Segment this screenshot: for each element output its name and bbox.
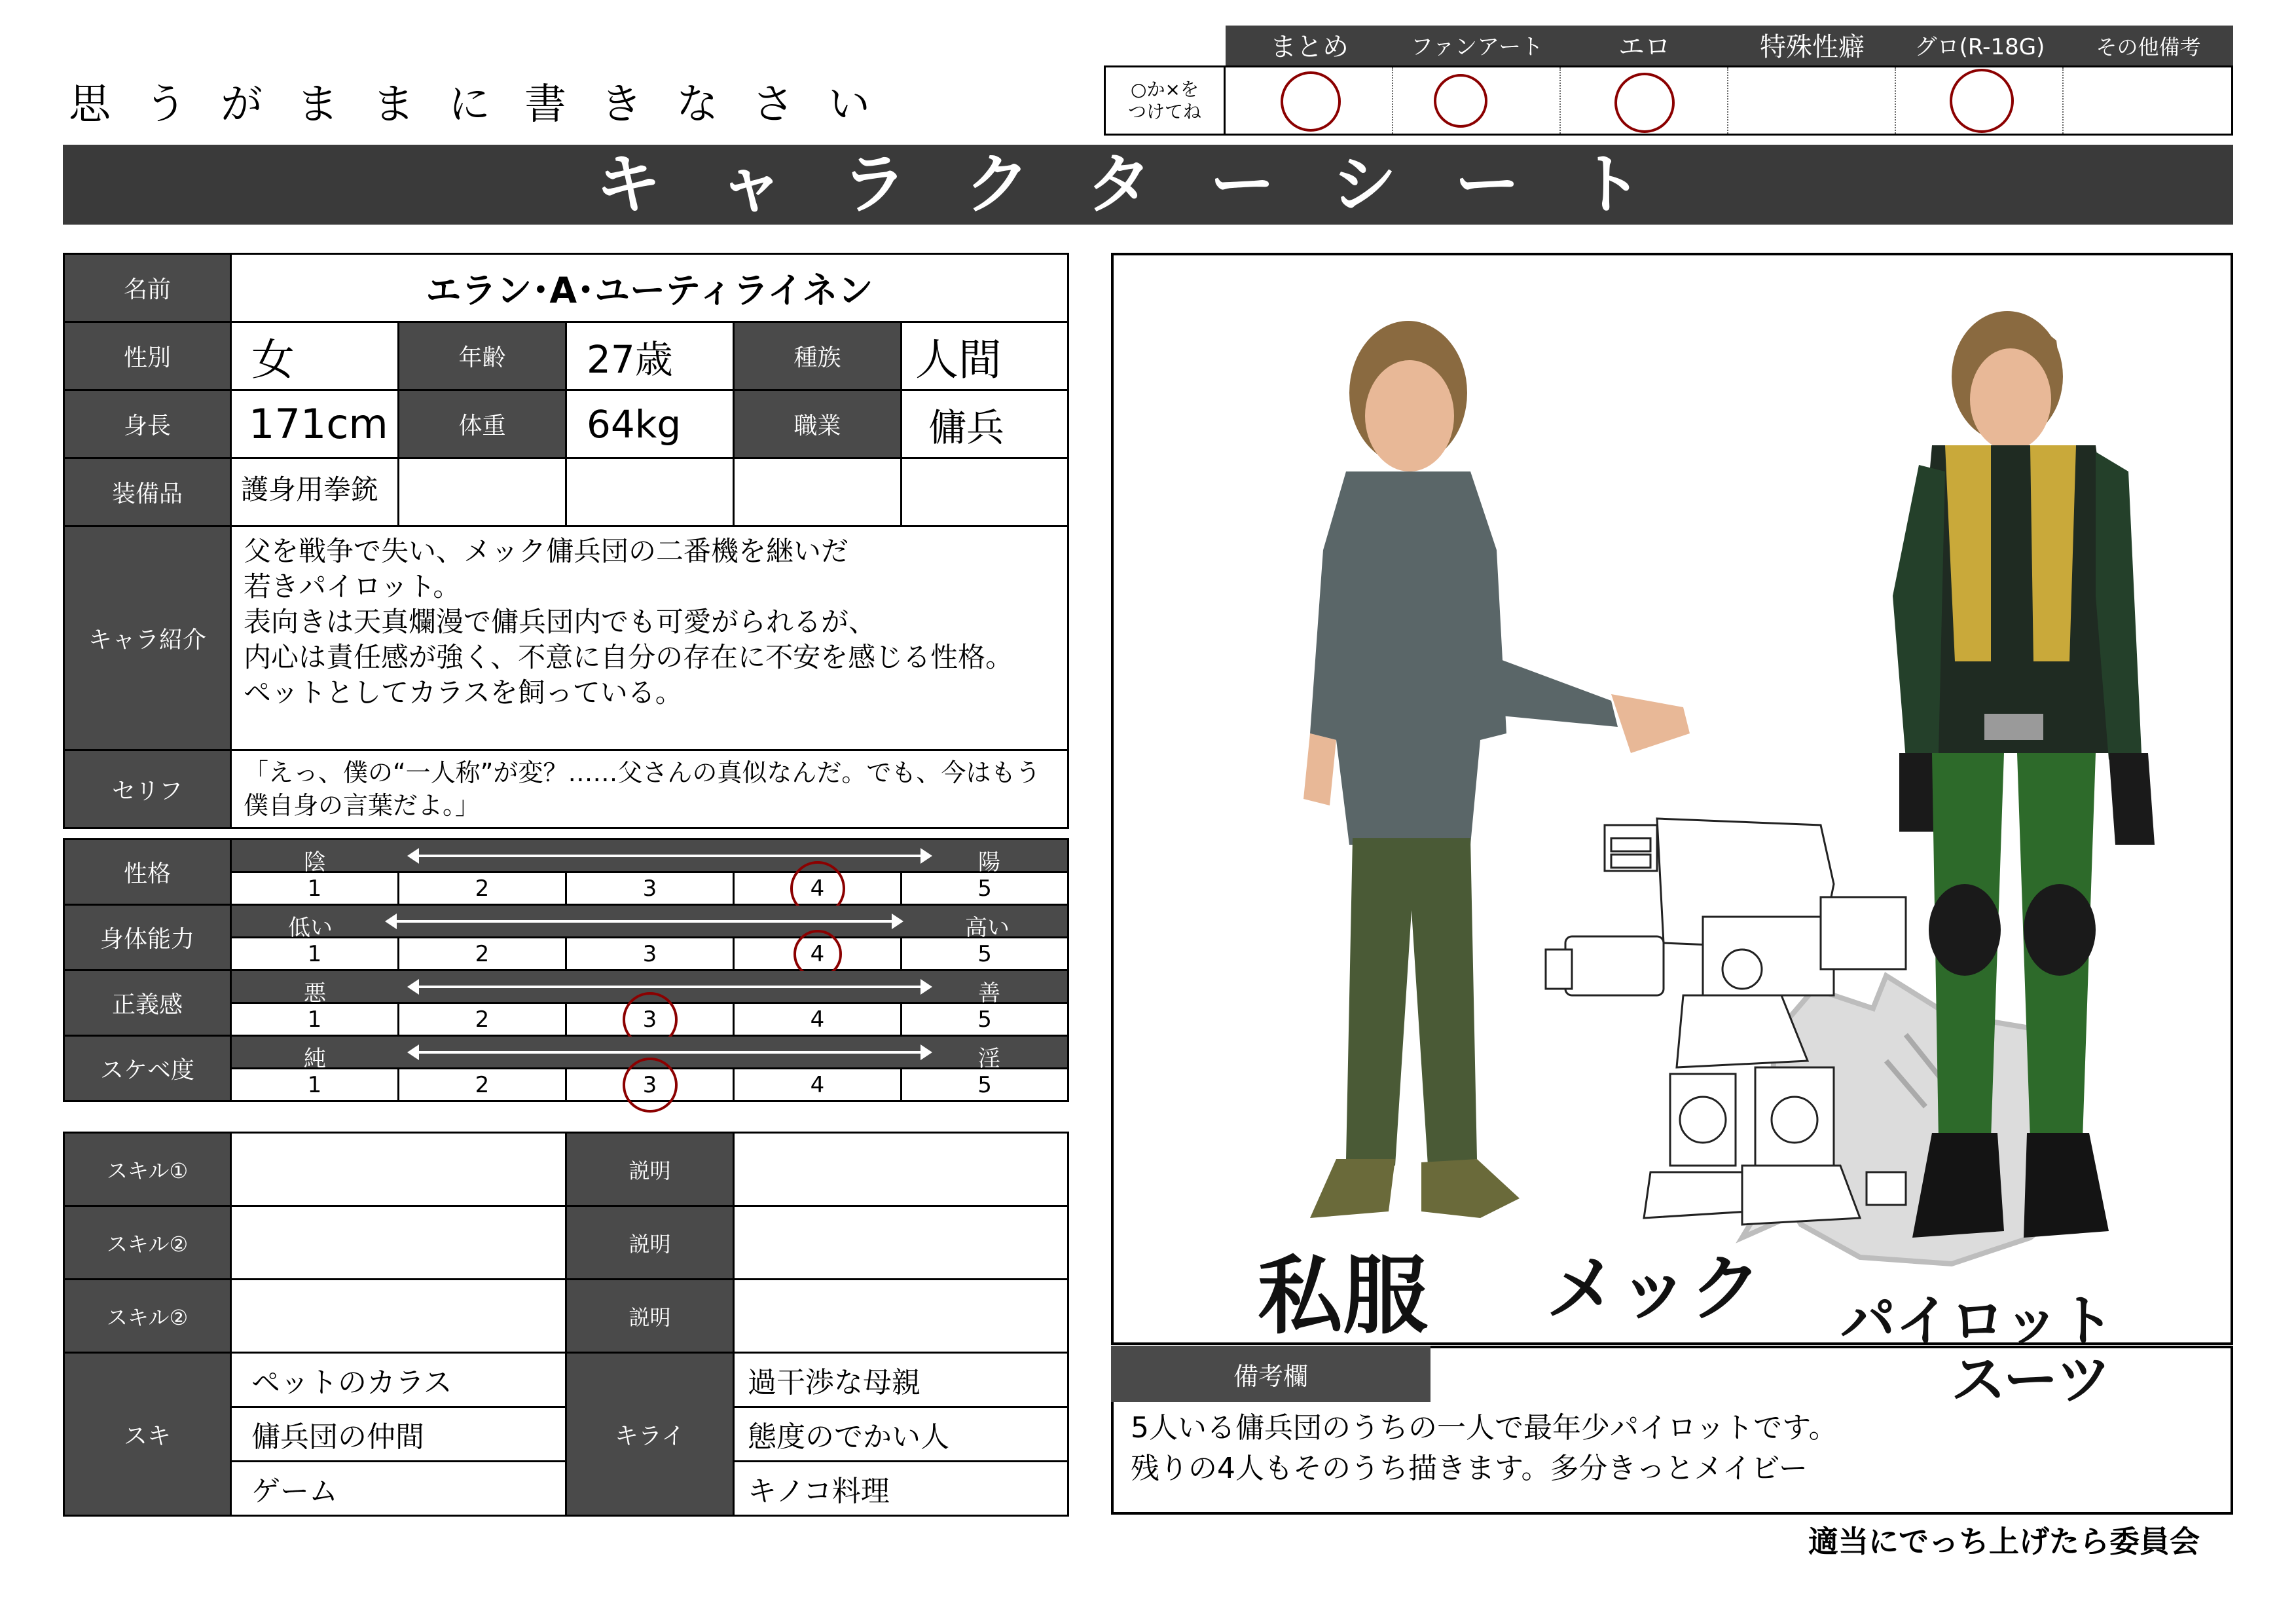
skill-value[interactable] <box>231 1280 566 1353</box>
scale-low: 悪 <box>304 980 326 1006</box>
race-label: 種族 <box>734 322 902 390</box>
scale-label-personality: 性格 <box>64 840 231 905</box>
scale-option-1[interactable]: 1 <box>231 1069 399 1101</box>
rating-col-fanart: ファンアート <box>1410 34 1544 60</box>
rating-instruction: ○か×をつけてね <box>1104 65 1226 136</box>
notes-text <box>1131 1408 1838 1489</box>
scale-option-2[interactable]: 2 <box>399 938 566 970</box>
like-item[interactable]: ゲーム <box>231 1462 566 1516</box>
dislike-item[interactable]: キノコ料理 <box>734 1462 1068 1516</box>
age-label: 年齢 <box>399 322 566 390</box>
scale-header <box>231 905 1068 941</box>
scale-option-4[interactable]: 4 <box>734 938 902 970</box>
selected-circle <box>623 1058 678 1113</box>
caption-pilot-suit: スーツ <box>1951 1347 2111 1412</box>
skill-desc[interactable] <box>734 1280 1068 1353</box>
footer-credit: 適当にでっち上げたら委員会 <box>1808 1524 2200 1559</box>
equipment-slot[interactable] <box>399 458 566 526</box>
caption-pilot: パイロット <box>1840 1288 2115 1353</box>
scale-label-lewdness: スケベ度 <box>64 1036 231 1101</box>
rating-cell-other[interactable] <box>2064 67 2233 134</box>
race-value[interactable]: 人間 <box>902 322 1068 390</box>
scale-high: 淫 <box>978 1046 1000 1072</box>
double-arrow-icon <box>418 986 922 988</box>
quote-label: セリフ <box>64 750 231 828</box>
scale-option-3[interactable]: 3 <box>566 872 734 905</box>
scale-option-4[interactable]: 4 <box>734 872 902 905</box>
scale-option-2[interactable]: 2 <box>399 1069 566 1101</box>
notes-line: 5人いる傭兵団のうちの一人で最年少パイロットです。 <box>1131 1411 1838 1445</box>
double-arrow-icon <box>418 1051 922 1054</box>
name-label: 名前 <box>64 254 231 322</box>
job-label: 職業 <box>734 390 902 458</box>
character-name[interactable]: エラン･A･ユーティライネン <box>231 254 1068 322</box>
sheet-tagline: 思うがままに書きなさい <box>69 81 904 129</box>
casual-outfit-figure-icon <box>1303 321 1690 1218</box>
gender-label: 性別 <box>64 322 231 390</box>
likes-table <box>63 1352 1069 1517</box>
rating-marks-row <box>1226 65 2233 136</box>
rating-cell-ero[interactable] <box>1561 67 1728 134</box>
rating-cell-guro[interactable] <box>1896 67 2064 134</box>
circle-mark <box>1950 69 2014 133</box>
scale-option-2[interactable]: 2 <box>399 872 566 905</box>
intro-line: 表向きは天真爛漫で傭兵団内でも可愛がられるが、 <box>244 606 877 638</box>
skill-desc-label: 説明 <box>566 1133 734 1206</box>
skill-label: スキル① <box>64 1133 231 1206</box>
job-value[interactable]: 傭兵 <box>902 390 1068 458</box>
skill-value[interactable] <box>231 1206 566 1280</box>
scale-option-5[interactable]: 5 <box>902 1003 1068 1036</box>
rating-cell-summary[interactable] <box>1226 67 1393 134</box>
intro-line: 内心は責任感が強く、不意に自分の存在に不安を感じる性格。 <box>244 641 1013 673</box>
rating-cell-fetish[interactable] <box>1728 67 1896 134</box>
character-illustration <box>1114 255 2231 1342</box>
height-value[interactable]: 171cm <box>231 390 399 458</box>
scale-high: 高い <box>965 915 1010 941</box>
sheet-title: キャラクターシート <box>63 145 2233 225</box>
skill-desc-label: 説明 <box>566 1206 734 1280</box>
gender-value[interactable]: 女 <box>231 322 399 390</box>
equipment-label: 装備品 <box>64 458 231 526</box>
rating-header <box>1226 26 2233 65</box>
skill-desc[interactable] <box>734 1133 1068 1206</box>
scale-option-2[interactable]: 2 <box>399 1003 566 1036</box>
circle-mark <box>1434 74 1487 128</box>
scale-low: 低い <box>288 915 333 941</box>
like-label: スキ <box>64 1353 231 1516</box>
scale-option-1[interactable]: 1 <box>231 872 399 905</box>
rating-col-fetish: 特殊性癖 <box>1760 32 1865 62</box>
trait-scales <box>63 838 1069 1102</box>
character-quote[interactable]: 「えっ、僕の“一人称”が変？……父さんの真似なんだ。でも、今はもう僕自身の言葉だよ。」 <box>231 750 1068 828</box>
skill-desc-label: 説明 <box>566 1280 734 1353</box>
rating-cell-fanart[interactable] <box>1393 67 1561 134</box>
intro-line: 若きパイロット。 <box>244 570 461 602</box>
notes-line: 残りの4人もそのうち描きます。多分きっとメイビー <box>1131 1452 1808 1485</box>
intro-line: ペットとしてカラスを飼っている。 <box>244 676 683 709</box>
height-label: 身長 <box>64 390 231 458</box>
like-item[interactable]: 傭兵団の仲間 <box>231 1407 566 1462</box>
scale-high: 陽 <box>978 849 1000 876</box>
scale-option-3[interactable]: 3 <box>566 938 734 970</box>
like-item[interactable]: ペットのカラス <box>231 1353 566 1407</box>
weight-value[interactable]: 64kg <box>566 390 734 458</box>
equipment-slot[interactable] <box>734 458 902 526</box>
scale-option-5[interactable]: 5 <box>902 1069 1068 1101</box>
double-arrow-icon <box>418 855 922 857</box>
profile-table <box>63 253 1069 829</box>
circle-mark <box>1281 71 1341 132</box>
scale-high: 善 <box>978 980 1000 1006</box>
intro-line: 父を戦争で失い、メック傭兵団の二番機を継いだ <box>244 535 849 567</box>
character-artwork <box>1111 253 2233 1353</box>
rating-col-summary: まとめ <box>1270 32 1349 62</box>
scale-option-4[interactable]: 4 <box>734 1069 902 1101</box>
intro-label: キャラ紹介 <box>64 526 231 750</box>
scale-low: 陰 <box>304 849 326 876</box>
notes-label: 備考欄 <box>1111 1346 1430 1402</box>
scale-option-3[interactable]: 3 <box>566 1003 734 1036</box>
scale-option-5[interactable]: 5 <box>902 938 1068 970</box>
scale-option-3[interactable]: 3 <box>566 1069 734 1101</box>
circle-mark <box>1614 73 1675 133</box>
skill-label: スキル② <box>64 1206 231 1280</box>
skill-label: スキル② <box>64 1280 231 1353</box>
caption-casual: 私服 <box>1258 1246 1429 1346</box>
scale-option-5[interactable]: 5 <box>902 872 1068 905</box>
age-value[interactable]: 27歳 <box>566 322 734 390</box>
character-intro[interactable] <box>231 526 1068 750</box>
dislike-item[interactable]: 過干渉な母親 <box>734 1353 1068 1407</box>
scale-label-physical: 身体能力 <box>64 905 231 970</box>
dislike-item[interactable]: 態度のでかい人 <box>734 1407 1068 1462</box>
weight-label: 体重 <box>399 390 566 458</box>
scale-option-4[interactable]: 4 <box>734 1003 902 1036</box>
content-rating-box <box>1104 26 2233 136</box>
dislike-label: キライ <box>566 1353 734 1516</box>
rating-col-ero: エロ <box>1618 32 1671 62</box>
scale-label-justice: 正義感 <box>64 970 231 1036</box>
skill-value[interactable] <box>231 1133 566 1206</box>
skill-desc[interactable] <box>734 1206 1068 1280</box>
double-arrow-icon <box>395 920 893 923</box>
caption-mech: メック <box>1546 1246 1762 1331</box>
skills-table <box>63 1132 1069 1354</box>
equipment-value[interactable]: 護身用拳銃 <box>231 458 399 526</box>
equipment-slot[interactable] <box>902 458 1068 526</box>
scale-low: 純 <box>304 1046 326 1072</box>
scale-option-1[interactable]: 1 <box>231 1003 399 1036</box>
rating-col-other: その他備考 <box>2096 35 2201 60</box>
scale-header <box>231 840 1068 876</box>
rating-col-guro: グロ(R-18G) <box>1914 34 2045 60</box>
scale-option-1[interactable]: 1 <box>231 938 399 970</box>
equipment-slot[interactable] <box>566 458 734 526</box>
